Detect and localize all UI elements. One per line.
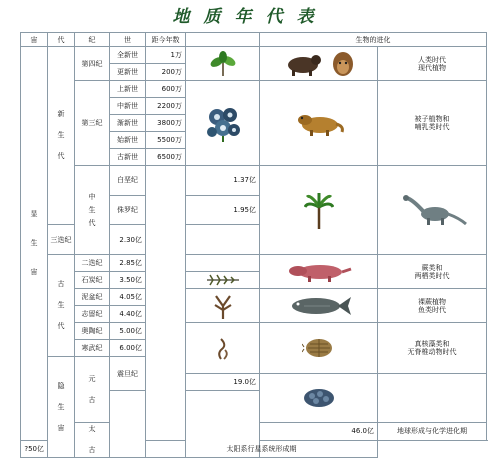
header-era: 代 — [48, 33, 75, 47]
table-row — [21, 323, 487, 340]
table-row — [21, 47, 487, 64]
eon-cryptozoic: 隐 生 宙 — [48, 357, 75, 458]
seaweed-icon — [213, 336, 233, 360]
evolution-solar: 太阳系行星系统形成期 — [146, 440, 378, 458]
header-period: 纪 — [75, 33, 110, 47]
age-triassic: 2.30亿 — [110, 225, 146, 255]
fossil-cell-reptile — [378, 166, 487, 255]
fossil-cell-fish — [260, 289, 378, 323]
age-devonian: 4.05亿 — [110, 289, 146, 306]
table-row — [21, 166, 487, 196]
period-devonian: 泥盆纪 — [75, 289, 110, 306]
period-cambrian: 寒武纪 — [75, 340, 110, 357]
epoch-pliocene: 上新世 — [110, 81, 146, 98]
age-permian: 2.85亿 — [110, 255, 146, 272]
header-age: 距今年数 — [146, 33, 186, 47]
fossil-cell-amphibian — [260, 255, 378, 289]
fossil-cell-invertebrate — [186, 323, 260, 374]
table-row — [21, 81, 487, 98]
age-archean-lower: ?50亿 — [21, 440, 48, 458]
epoch-blank — [146, 166, 186, 441]
fossil-cell-mammal — [260, 81, 378, 166]
age-oligocene: 3800万 — [146, 115, 186, 132]
table-row — [21, 255, 487, 272]
evolution-fish: 裸蕨植物 鱼类时代 — [378, 289, 487, 323]
header-row — [21, 33, 487, 47]
table-row — [21, 289, 487, 306]
eon-phanerozoic: 显 生 宙 — [21, 47, 48, 441]
period-silurian: 志留纪 — [75, 306, 110, 323]
period-quaternary: 第四纪 — [75, 47, 110, 81]
evolution-chemical: 地球形成与化学进化期 — [378, 423, 487, 441]
dinosaur-icon — [397, 194, 467, 226]
epoch-miocene: 中新世 — [110, 98, 146, 115]
header-evolution: 生物的进化 — [260, 33, 487, 47]
age-silurian: 4.40亿 — [110, 306, 146, 323]
page-title: 地质年代表 — [172, 7, 328, 27]
header-eon: 宙 — [21, 33, 48, 47]
hominid-icon — [333, 52, 353, 76]
fossil-cell-permian — [186, 255, 260, 272]
fossil-cell-tertiary — [186, 81, 260, 166]
epoch-oligocene: 渐新世 — [110, 115, 146, 132]
period-cretaceous: 白垩纪 — [110, 166, 146, 196]
era-proterozoic: 元 古 — [75, 357, 110, 423]
period-carboniferous: 石炭纪 — [75, 272, 110, 289]
fossil-cell-devonian — [186, 289, 260, 323]
period-sinian: 震旦纪 — [110, 357, 146, 391]
age-miocene: 2200万 — [146, 98, 186, 115]
mammal-ape-icon — [288, 55, 321, 76]
fish-icon — [286, 294, 352, 318]
evolution-invertebrate: 真核藻类和 无脊椎动物时代 — [378, 323, 487, 374]
evolution-amphibian: 蕨类和 两栖类时代 — [378, 255, 487, 289]
age-pleistocene: 200万 — [146, 64, 186, 81]
fossil-cell-algae-blank — [378, 374, 487, 423]
evolution-human: 人类时代 现代植物 — [378, 47, 487, 81]
period-jurassic: 侏罗纪 — [110, 195, 146, 225]
trilobite-icon — [302, 337, 336, 359]
epoch-pleistocene: 更新世 — [110, 64, 146, 81]
age-paleocene: 6500万 — [146, 149, 186, 166]
age-holocene: 1万 — [146, 47, 186, 64]
era-mesozoic: 中 生 代 — [75, 166, 110, 255]
cycad-tree-icon — [304, 189, 334, 231]
fossil-cell-mesozoic — [260, 166, 378, 255]
evolution-mammal: 被子植物和 哺乳类时代 — [378, 81, 487, 166]
geologic-time-table — [20, 32, 487, 458]
fossil-cell-trilobite — [260, 323, 378, 374]
age-archean-upper: 46.0亿 — [260, 423, 378, 441]
age-ordovician: 5.00亿 — [110, 323, 146, 340]
epoch-eocene: 始新世 — [110, 132, 146, 149]
seed-fern-icon — [211, 292, 235, 320]
fossil-cell-human — [260, 47, 378, 81]
header-epoch: 世 — [110, 33, 146, 47]
period-tertiary: 第三纪 — [75, 81, 110, 166]
era-cenozoic: 新 生 代 — [48, 47, 75, 225]
age-jurassic: 1.95亿 — [186, 195, 260, 225]
fern-sprig-icon — [203, 273, 243, 287]
plant-sprout-icon — [208, 51, 238, 77]
era-archean: 太 古 — [75, 423, 110, 458]
amphibian-icon — [286, 261, 352, 283]
age-eocene: 5500万 — [146, 132, 186, 149]
rodent-mammal-icon — [292, 108, 346, 138]
fossil-cell-algae — [260, 374, 378, 423]
era-paleozoic: 古 生 代 — [48, 255, 75, 357]
period-blank — [110, 391, 146, 458]
age-pliocene: 600万 — [146, 81, 186, 98]
flower-cluster-icon — [203, 103, 243, 143]
period-ordovician: 奥陶纪 — [75, 323, 110, 340]
age-carboniferous: 3.50亿 — [110, 272, 146, 289]
age-proterozoic-mid: 19.0亿 — [186, 374, 260, 391]
period-triassic: 三迭纪 — [48, 225, 75, 255]
epoch-holocene: 全新世 — [110, 47, 146, 64]
epoch-paleocene: 古新世 — [110, 149, 146, 166]
algae-colony-icon — [302, 387, 336, 409]
age-cretaceous: 1.37亿 — [186, 166, 260, 196]
fossil-cell-quaternary — [186, 47, 260, 81]
fossil-cell-carboniferous — [186, 272, 260, 289]
age-cambrian: 6.00亿 — [110, 340, 146, 357]
period-permian: 二迭纪 — [75, 255, 110, 272]
